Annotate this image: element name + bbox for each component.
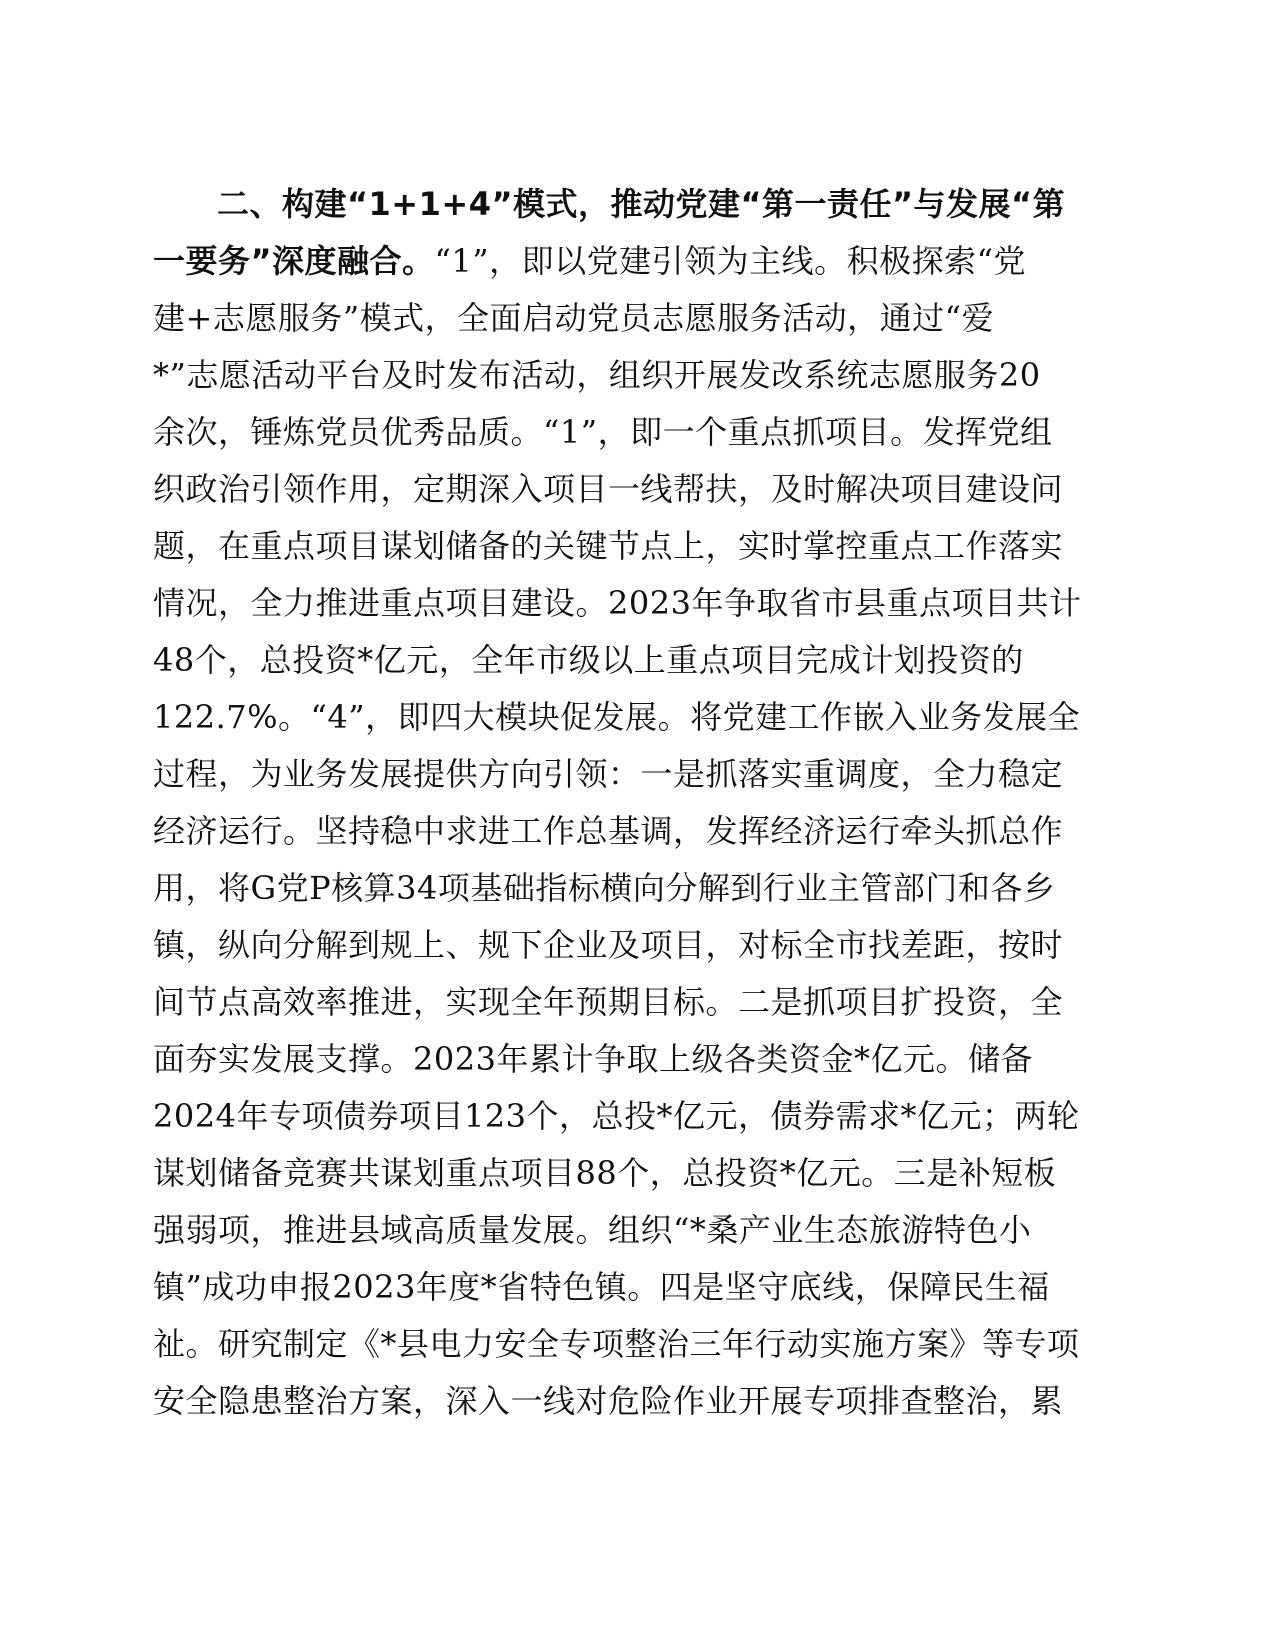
text-line bbox=[153, 632, 1113, 689]
body-text: 镇”成功申报2023年度*省特色镇。四是坚守底线，保障民生福 bbox=[153, 1268, 1050, 1306]
body-text: 织政治引领作用，定期深入项目一线帮扶，及时解决项目建设问 bbox=[153, 470, 1064, 508]
text-line bbox=[153, 974, 1113, 1031]
body-text: 安全隐患整治方案，深入一线对危险作业开展专项排查整治，累 bbox=[153, 1382, 1064, 1420]
body-text: 题，在重点项目谋划储备的关键节点上，实时掌控重点工作落实 bbox=[153, 527, 1064, 565]
text-line bbox=[153, 803, 1113, 860]
text-line bbox=[153, 176, 1113, 233]
body-text: 建+志愿服务”模式，全面启动党员志愿服务活动，通过“爱 bbox=[153, 299, 995, 337]
body-paragraph bbox=[153, 176, 1113, 1430]
body-text: 余次，锤炼党员优秀品质。“1”，即一个重点抓项目。发挥党组 bbox=[153, 413, 1053, 451]
text-line bbox=[153, 917, 1113, 974]
body-text: 面夯实发展支撑。2023年累计争取上级各类资金*亿元。储备 bbox=[153, 1040, 1033, 1078]
body-text: *”志愿活动平台及时发布活动，组织开展发改系统志愿服务20 bbox=[153, 356, 1041, 394]
text-line bbox=[153, 404, 1113, 461]
body-text: 48个，总投资*亿元，全年市级以上重点项目完成计划投资的 bbox=[153, 641, 1024, 679]
body-text: 谋划储备竞赛共谋划重点项目88个，总投资*亿元。三是补短板 bbox=[153, 1154, 1057, 1192]
text-line bbox=[153, 1202, 1113, 1259]
text-line bbox=[153, 1031, 1113, 1088]
text-line bbox=[153, 518, 1113, 575]
body-text: 强弱项，推进县域高质量发展。组织“*桑产业生态旅游特色小 bbox=[153, 1211, 1032, 1249]
body-text: 用，将G党P核算34项基础指标横向分解到行业主管部门和各乡 bbox=[153, 869, 1056, 907]
body-text: 2024年专项债券项目123个，总投*亿元，债券需求*亿元；两轮 bbox=[153, 1097, 1080, 1135]
body-text: 祉。研究制定《*县电力安全专项整治三年行动实施方案》等专项 bbox=[153, 1325, 1080, 1363]
body-text: “1”，即以党建引领为主线。积极探索“党 bbox=[434, 242, 1026, 280]
bold-heading-text: 二、构建“1+1+4”模式，推动党建“第一责任”与发展“第 bbox=[217, 185, 1066, 223]
body-text: 过程，为业务发展提供方向引领：一是抓落实重调度，全力稳定 bbox=[153, 755, 1064, 793]
text-line bbox=[153, 1316, 1113, 1373]
text-line bbox=[153, 746, 1113, 803]
text-line bbox=[153, 1145, 1113, 1202]
text-line bbox=[153, 1259, 1113, 1316]
body-text: 间节点高效率推进，实现全年预期目标。二是抓项目扩投资，全 bbox=[153, 983, 1064, 1021]
text-line bbox=[153, 347, 1113, 404]
text-line bbox=[153, 1373, 1113, 1430]
text-line bbox=[153, 233, 1113, 290]
text-line bbox=[153, 1088, 1113, 1145]
text-line bbox=[153, 689, 1113, 746]
bold-heading-text: 一要务”深度融合。 bbox=[153, 242, 435, 280]
body-text: 情况，全力推进重点项目建设。2023年争取省市县重点项目共计 bbox=[153, 584, 1082, 622]
text-line bbox=[153, 860, 1113, 917]
body-text: 镇，纵向分解到规上、规下企业及项目，对标全市找差距，按时 bbox=[153, 926, 1064, 964]
body-text: 122.7%。“4”，即四大模块促发展。将党建工作嵌入业务发展全 bbox=[153, 698, 1081, 736]
text-line bbox=[153, 461, 1113, 518]
text-line bbox=[153, 575, 1113, 632]
body-text: 经济运行。坚持稳中求进工作总基调，发挥经济运行牵头抓总作 bbox=[153, 812, 1064, 850]
text-line bbox=[153, 290, 1113, 347]
